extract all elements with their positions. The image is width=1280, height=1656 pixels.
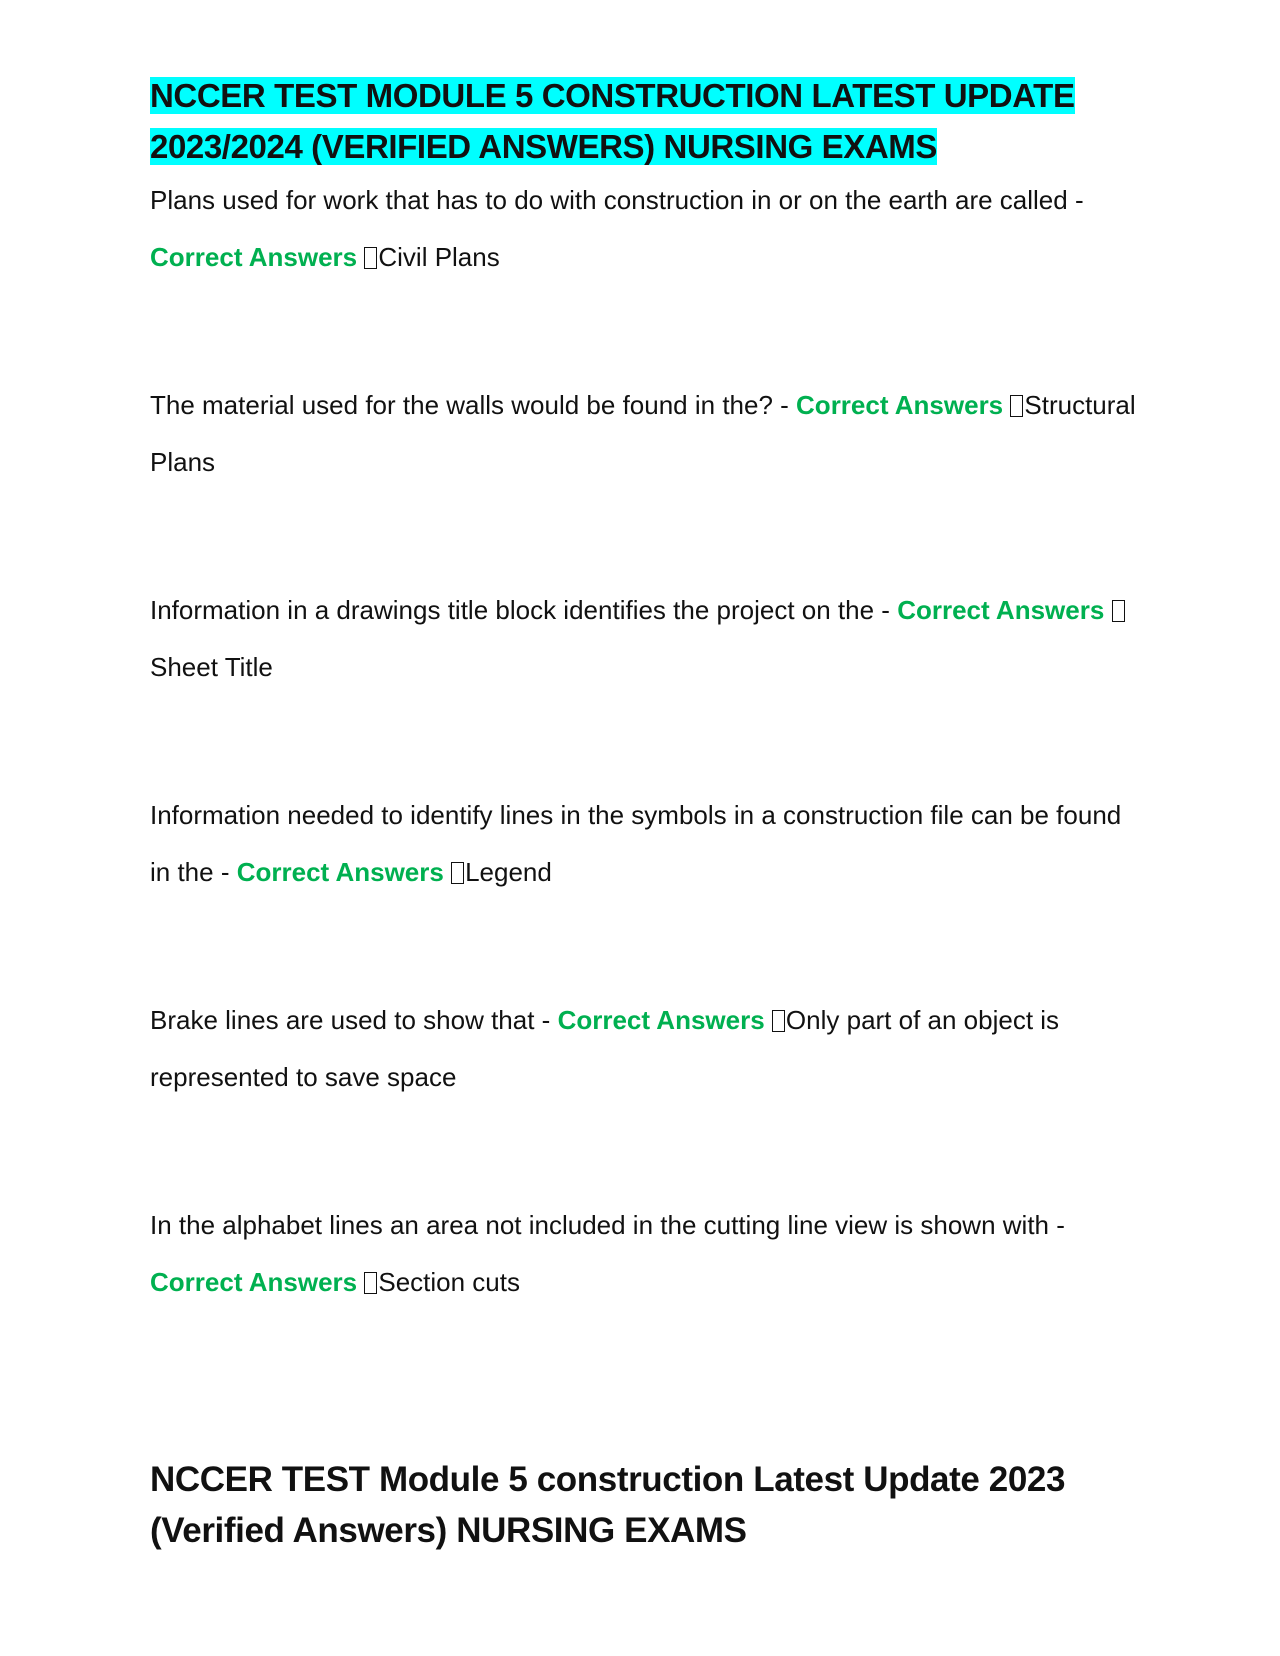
qa-question: Information in a drawings title block identifies the project on the — [150, 595, 875, 625]
correct-answers-label: Correct Answers — [897, 595, 1105, 625]
qa-item — [150, 1197, 1140, 1311]
qa-separator: - — [772, 390, 797, 420]
document-page — [150, 70, 1140, 1556]
qa-answer: Only part of an object is represented to save space — [150, 1005, 1060, 1092]
qa-answer: Structural Plans — [150, 390, 1136, 477]
qa-separator: - — [1067, 185, 1084, 215]
qa-question: The material used for the walls would be found in the? — [150, 390, 773, 420]
qa-item — [150, 787, 1140, 901]
correct-answers-label: Correct Answers — [150, 242, 358, 272]
qa-answer: Sheet Title — [150, 652, 273, 682]
correct-answers-label: Correct Answers — [236, 857, 444, 887]
checkbox-glyph-icon — [364, 247, 377, 269]
qa-separator: - — [874, 595, 898, 625]
qa-item — [150, 172, 1140, 286]
qa-list — [150, 172, 1140, 1311]
qa-item — [150, 992, 1140, 1106]
footer-title: NCCER TEST Module 5 construction Latest Update 2023 (Verified Answers) NURSING EXAMS — [150, 1460, 1066, 1550]
checkbox-glyph-icon — [364, 1272, 377, 1294]
checkbox-glyph-icon — [451, 862, 464, 884]
qa-answer: Section cuts — [378, 1267, 520, 1297]
correct-answers-label: Correct Answers — [557, 1005, 765, 1035]
qa-separator: - — [213, 857, 237, 887]
correct-answers-label: Correct Answers — [150, 1267, 358, 1297]
qa-item — [150, 377, 1140, 491]
qa-question: Information needed to identify lines in the symbols in a construction file can be found in the — [150, 800, 1122, 887]
document-title-highlight: NCCER TEST MODULE 5 CONSTRUCTION LATEST UPDATE 2023/2024 (VERIFIED ANSWERS) NURSING EXAMS — [150, 77, 1075, 165]
document-title — [150, 70, 1140, 172]
qa-question: In the alphabet lines an area not included in the cutting line view is shown with — [150, 1210, 1050, 1240]
qa-answer: Legend — [465, 857, 552, 887]
qa-answer: Civil Plans — [378, 242, 500, 272]
checkbox-glyph-icon — [1112, 600, 1125, 622]
qa-question: Plans used for work that has to do with construction in or on the earth are called — [150, 185, 1068, 215]
checkbox-glyph-icon — [772, 1010, 785, 1032]
qa-separator: - — [534, 1005, 558, 1035]
checkbox-glyph-icon — [1010, 395, 1023, 417]
correct-answers-label: Correct Answers — [796, 390, 1004, 420]
qa-item — [150, 582, 1140, 696]
qa-separator: - — [1049, 1210, 1065, 1240]
qa-question: Brake lines are used to show that — [150, 1005, 535, 1035]
